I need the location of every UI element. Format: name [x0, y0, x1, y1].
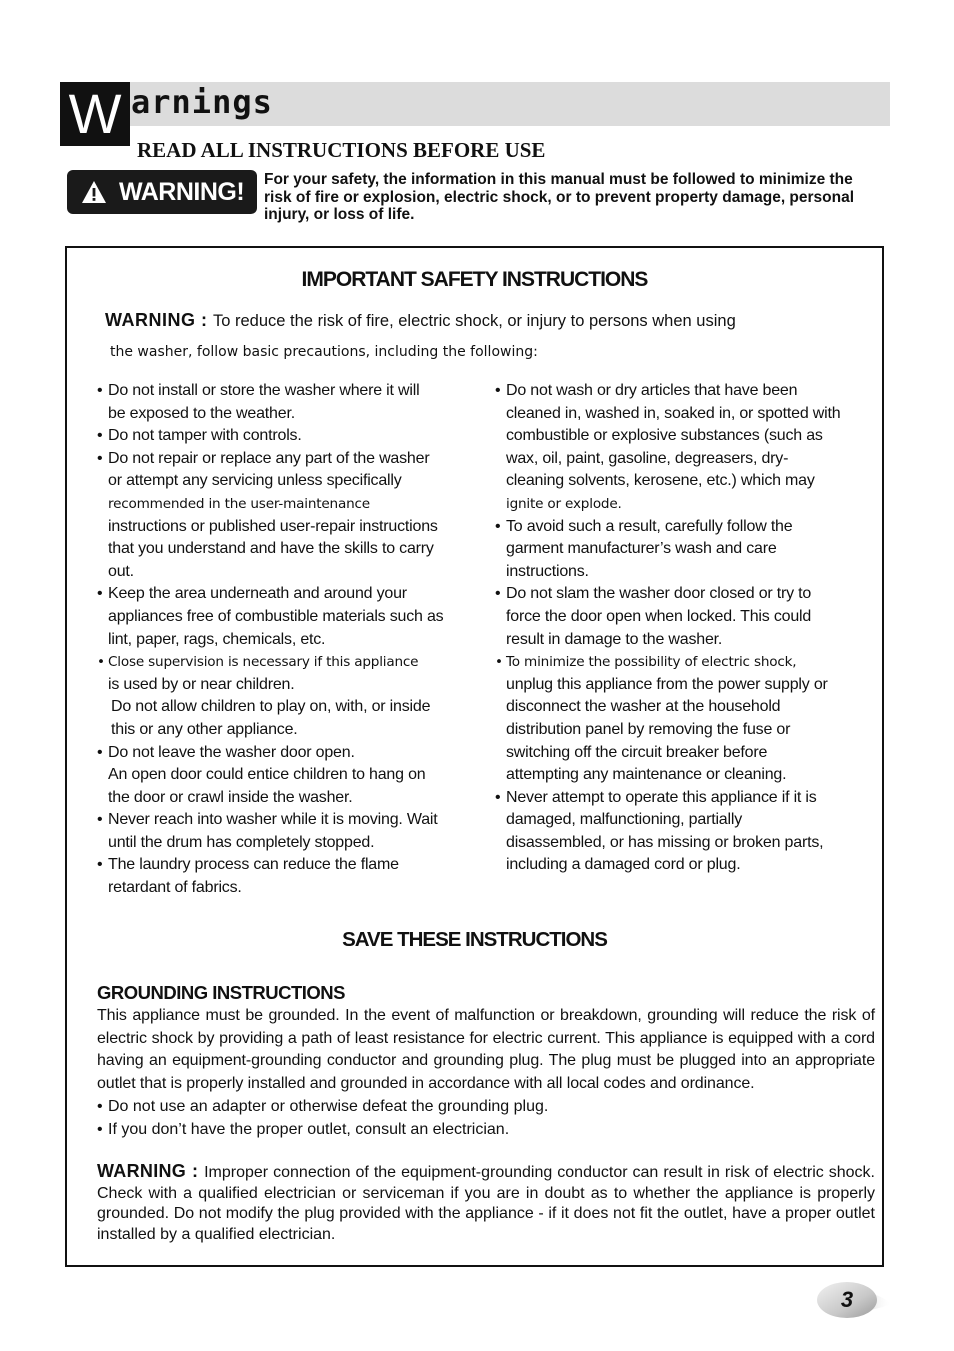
list-item-cont: switching off the circuit breaker before — [506, 743, 768, 761]
list-item-cont: force the door open when locked. This could — [506, 607, 812, 625]
list-item-cont: Do not allow children to play on, with, or inside — [111, 698, 431, 716]
list-item-cont: this or any other appliance. — [111, 720, 298, 738]
page-subtitle: READ ALL INSTRUCTIONS BEFORE USE — [137, 138, 546, 162]
list-item-cont: be exposed to the weather. — [108, 404, 295, 422]
warning-colon: : — [195, 310, 213, 330]
list-item: • Close supervision is necessary if this appliance — [97, 651, 472, 674]
list-item: • Do not repair or replace any part of the washer — [97, 448, 472, 471]
list-item: • If you don’t have the proper outlet, consult an electrician. — [97, 1119, 875, 1142]
list-item-cont: cleaned in, washed in, soaked in, or spotted with — [506, 404, 841, 422]
list-item-cont: instructions. — [506, 562, 589, 580]
list-item-cont: damaged, malfunctioning, partially — [506, 811, 743, 829]
save-instructions-heading: SAVE THESE INSTRUCTIONS — [342, 928, 607, 951]
list-item: • Never reach into washer while it is moving. Wait — [97, 809, 472, 832]
list-item-cont: the door or crawl inside the washer. — [108, 788, 353, 806]
warning-label: WARNING — [105, 310, 196, 330]
list-item-cont: lint, paper, rags, chemicals, etc. — [108, 630, 326, 648]
list-item-cont: cleaning solvents, kerosene, etc.) which may — [506, 472, 815, 490]
list-item: • Never attempt to operate this appliance if it is — [495, 787, 867, 810]
list-item-cont: including a damaged cord or plug. — [506, 856, 741, 874]
list-item-cont: wax, oil, paint, gasoline, degreasers, dry- — [506, 449, 789, 467]
list-item: • Do not use an adapter or otherwise defeat the grounding plug. — [97, 1096, 875, 1119]
list-item: • Do not slam the washer door closed or try to — [495, 583, 867, 606]
warning-precaution-line — [105, 310, 736, 331]
list-item-cont: disassembled, or has missing or broken parts, — [506, 833, 824, 851]
list-item: • The laundry process can reduce the flame — [97, 854, 472, 877]
list-item-cont: instructions or published user-repair instructions — [108, 517, 438, 535]
final-warning-colon: : — [186, 1161, 205, 1181]
final-warning-text: Improper connection of the equipment-grounding conductor can result in risk of electric shock. Check with a qualified electrician or serviceman if you are in doubt as to whether the appliance is properly grounded. Do not modify the plug provided with the appliance - if it does not fit the outlet, have a proper outlet installed by a qualified electrician. — [97, 1164, 875, 1243]
safety-instructions-box — [65, 246, 884, 1267]
list-item-cont: attempting any maintenance or cleaning. — [506, 766, 787, 784]
list-item: • To avoid such a result, carefully follow the — [495, 516, 867, 539]
list-item-cont: out. — [108, 562, 134, 580]
list-item-cont: is used by or near children. — [108, 675, 295, 693]
list-item-cont: or attempt any servicing unless specifically — [108, 472, 402, 490]
list-item-cont: appliances free of combustible materials such as — [108, 607, 444, 625]
list-item: • Do not wash or dry articles that have been — [495, 380, 867, 403]
grounding-heading: GROUNDING INSTRUCTIONS — [97, 982, 345, 1003]
list-item: • To minimize the possibility of electric shock, — [495, 651, 867, 674]
list-item: • Keep the area underneath and around your — [97, 583, 472, 606]
list-item-cont: ignite or explode. — [506, 495, 622, 512]
page-number: 3 — [840, 1287, 854, 1312]
list-item-cont: until the drum has completely stopped. — [108, 833, 375, 851]
list-item-cont: distribution panel by removing the fuse or — [506, 720, 791, 738]
list-item: • Do not leave the washer door open. — [97, 742, 472, 765]
page-number-badge — [816, 1280, 892, 1320]
title-initial: W — [60, 82, 130, 146]
grounding-paragraph: This appliance must be grounded. In the event of malfunction or breakdown, grounding will reduce the risk of electric shock by providing a path of least resistance for electric current. This appliance is equipped with a cord having an equipment-grounding conductor and grounding plug. The plug must be plugged into an appropriate outlet that is properly installed and grounded in accordance with all local codes and ordinance. — [97, 1007, 875, 1092]
warning-badge — [67, 170, 257, 214]
warning-intro-text: For your safety, the information in this manual must be followed to minimize the risk of fire or explosion, electric shock, or to prevent property damage, personal injury, or loss of life. — [264, 171, 855, 223]
list-item-cont: unplug this appliance from the power supply or — [506, 675, 828, 693]
list-item: • Do not install or store the washer where it will — [97, 380, 472, 403]
list-item-cont: combustible or explosive substances (such as — [506, 427, 823, 445]
warning-line-2: the washer, follow basic precautions, including the following: — [110, 344, 538, 360]
list-item-cont: disconnect the washer at the household — [506, 698, 781, 716]
list-item-cont: result in damage to the washer. — [506, 630, 723, 648]
warning-badge-label: WARNING! — [119, 177, 245, 206]
list-item-cont: recommended in the user-maintenance — [108, 495, 370, 512]
warning-triangle-icon — [81, 180, 107, 204]
left-column — [97, 380, 472, 900]
page-title: arnings — [131, 83, 273, 121]
grounding-warning — [97, 1161, 875, 1245]
warning-line-1: To reduce the risk of fire, electric shock, or injury to persons when using — [213, 312, 736, 330]
right-column — [495, 380, 867, 877]
important-safety-heading: IMPORTANT SAFETY INSTRUCTIONS — [301, 268, 648, 291]
list-item-cont: An open door could entice children to hang on — [108, 766, 426, 784]
final-warning-label: WARNING — [97, 1161, 187, 1181]
grounding-list — [97, 1096, 875, 1141]
list-item: • Do not tamper with controls. — [97, 425, 472, 448]
list-item-cont: that you understand and have the skills to carry — [108, 540, 434, 558]
list-item-cont: garment manufacturer’s wash and care — [506, 540, 777, 558]
list-item-cont: retardant of fabrics. — [108, 879, 242, 897]
